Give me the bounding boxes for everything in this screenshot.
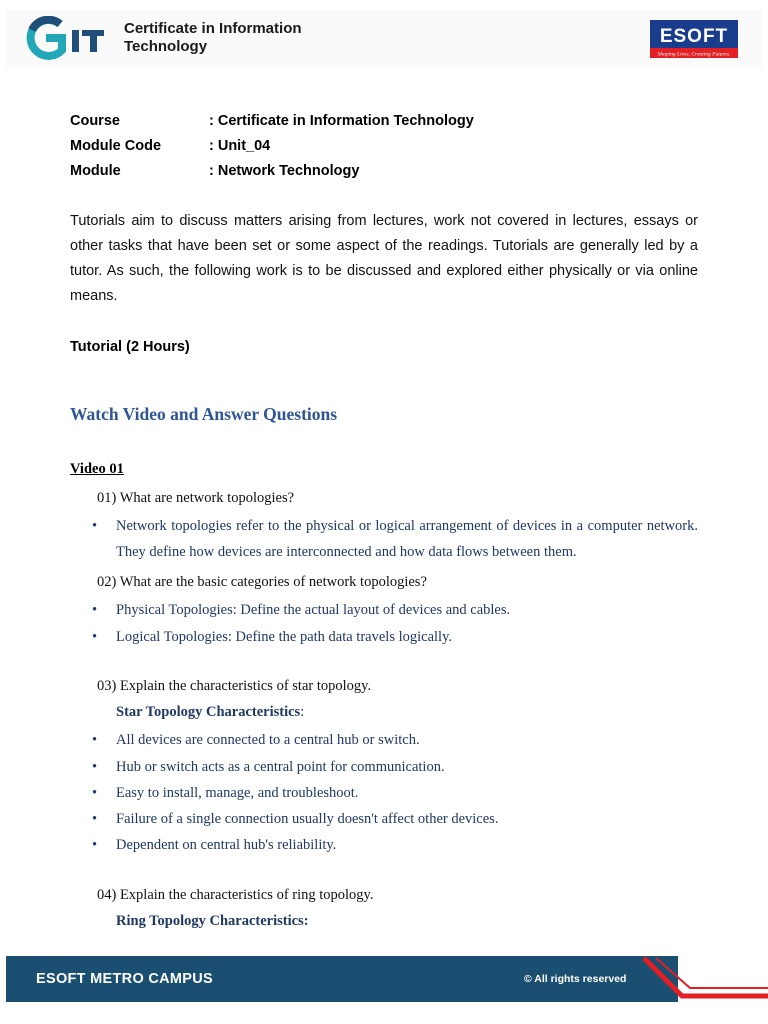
question-4: 04) Explain the characteristics of ring topology. <box>97 887 374 903</box>
subheading-text: Star Topology Characteristics <box>116 704 301 720</box>
certificate-title: Certificate in Information Technology <box>124 20 302 55</box>
meta-key: Module <box>70 163 121 179</box>
footer-copyright: © All rights reserved <box>524 973 627 985</box>
subheading-colon: : <box>300 704 305 720</box>
answer-bullet <box>92 780 698 806</box>
meta-value: : Network Technology <box>209 163 360 179</box>
bullet-icon: • <box>92 811 98 827</box>
answer-bullet <box>92 727 698 753</box>
question-3: 03) Explain the characteristics of star topology. <box>97 678 372 694</box>
svg-text:Shaping Lives, Creating Future: Shaping Lives, Creating Futures. <box>657 51 731 58</box>
answer-bullet <box>92 513 698 565</box>
git-logo <box>22 16 112 62</box>
ring-subheading: Ring Topology Characteristics: <box>116 913 309 929</box>
tutorial-heading: Tutorial (2 Hours) <box>70 339 190 355</box>
answer-text: Easy to install, manage, and troubleshoot. <box>116 785 359 801</box>
question-2: 02) What are the basic categories of network topologies? <box>97 574 427 590</box>
bullet-icon: • <box>92 759 98 775</box>
star-subheading <box>116 704 304 721</box>
bullet-icon: • <box>92 837 98 853</box>
answer-text: Dependent on central hub's reliability. <box>116 837 337 853</box>
page-footer <box>0 956 768 1002</box>
esoft-logo <box>650 20 738 58</box>
answer-bullet <box>92 806 698 832</box>
answer-text: Hub or switch acts as a central point for communication. <box>116 759 445 775</box>
bullet-icon: • <box>92 629 98 645</box>
meta-value: : Certificate in Information Technology <box>209 113 474 129</box>
page-header <box>6 10 762 68</box>
intro-paragraph: Tutorials aim to discuss matters arising from lectures, work not covered in lectures, essays or other tasks that have been set or some aspect of the readings. Tutorials are generally led by a tutor. As such, the following work is to be discussed and explored either physically or via online means. <box>70 213 698 304</box>
answer-text: Physical Topologies: Define the actual layout of devices and cables. <box>116 602 511 618</box>
bullet-icon: • <box>92 785 98 801</box>
answer-bullet <box>92 754 698 780</box>
answer-bullet <box>92 624 698 650</box>
footer-campus-name: ESOFT METRO CAMPUS <box>36 971 213 987</box>
answer-text: Network topologies refer to the physical or logical arrangement of devices in a computer network. They define how devices are interconnected and how data flows between them. <box>116 518 698 560</box>
footer-swoosh-decoration <box>630 956 768 1002</box>
bullet-icon: • <box>92 732 98 748</box>
bullet-icon: • <box>92 518 98 534</box>
question-1: 01) What are network topologies? <box>97 490 295 506</box>
answer-bullet <box>92 597 698 623</box>
answer-text: Failure of a single connection usually doesn't affect other devices. <box>116 811 499 827</box>
answer-bullet <box>92 832 698 858</box>
meta-key: Course <box>70 113 120 129</box>
svg-text:ESOFT: ESOFT <box>659 26 729 47</box>
answer-text: Logical Topologies: Define the path data travels logically. <box>116 629 453 645</box>
meta-value: : Unit_04 <box>209 138 271 154</box>
meta-key: Module Code <box>70 138 162 154</box>
video-label: Video 01 <box>70 461 124 477</box>
section-heading: Watch Video and Answer Questions <box>70 404 338 424</box>
answer-text: All devices are connected to a central hub or switch. <box>116 732 420 748</box>
bullet-icon: • <box>92 602 98 618</box>
